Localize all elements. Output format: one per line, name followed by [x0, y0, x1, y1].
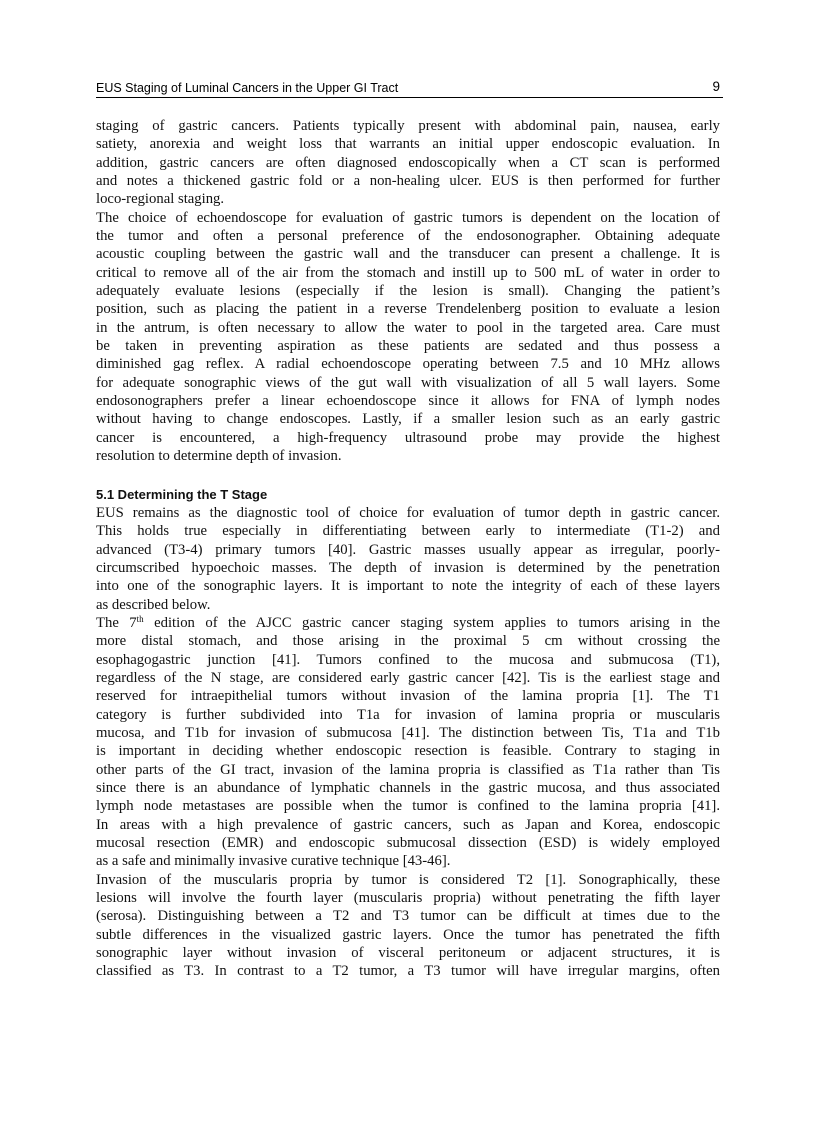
- text-line: mucosa, and T1b for invasion of submucosa [41]. The distinction between Tis, T1a and T1b: [96, 725, 720, 741]
- page-number: 9: [712, 79, 720, 94]
- text-line: and notes a thickened gastric fold or a non-healing ulcer. EUS is then performed for further: [96, 172, 720, 189]
- section-heading: 5.1 Determining the T Stage: [96, 486, 268, 502]
- text-line: satiety, anorexia and weight loss that warrants an initial upper endoscopic evaluation. In: [96, 136, 720, 153]
- text-line: into one of the sonographic layers. It is important to note the integrity of each of these layers: [96, 578, 720, 595]
- running-header: [96, 80, 723, 98]
- text-line: advanced (T3-4) primary tumors [40]. Gastric masses usually appear as irregular, poorly-: [96, 541, 720, 558]
- text-line: reserved for intraepithelial tumors without invasion of the lamina propria [1]. The T1: [96, 688, 720, 705]
- text-line: mucosal resection (EMR) and endoscopic submucosal dissection (ESD) is widely employed: [96, 834, 720, 851]
- text-line: subtle differences in the visualized gastric layers. Once the tumor has penetrated the fifth: [96, 926, 720, 943]
- text-line: since there is an abundance of lymphatic channels in the gastric mucosa, and thus associated: [96, 779, 720, 796]
- text-line: as a safe and minimally invasive curative technique [43-46].: [96, 853, 451, 870]
- text-line: loco-regional staging.: [96, 191, 225, 208]
- paragraph: [96, 209, 720, 466]
- section-text: [96, 504, 720, 981]
- running-header-title: EUS Staging of Luminal Cancers in the Upper GI Tract: [96, 81, 399, 95]
- text-line: regardless of the N stage, are considered early gastric cancer [42]. Tis is the earliest stage and: [96, 670, 720, 687]
- text-span: edition of the AJCC gastric cancer staging system applies to tumors arising in the: [143, 615, 720, 632]
- text-line: in the antrum, is often necessary to allow the water to pool in the targeted area. Care must: [96, 319, 720, 336]
- text-line: addition, gastric cancers are often diagnosed endoscopically when a CT scan is performed: [96, 154, 720, 171]
- text-line: as described below.: [96, 596, 211, 613]
- text-line: The choice of echoendoscope for evaluation of gastric tumors is dependent on the location of: [96, 209, 720, 226]
- page-body: [96, 117, 720, 981]
- text-line: the tumor and often a personal preference of the endosonographer. Obtaining adequate: [96, 227, 720, 244]
- text-line: esophagogastric junction [41]. Tumors confined to the mucosa and submucosa (T1),: [96, 651, 720, 668]
- text-line: [96, 614, 720, 632]
- text-line: critical to remove all of the air from the stomach and instill up to 500 mL of water in order to: [96, 264, 720, 281]
- text-line: without having to change endoscopes. Lastly, if a smaller lesion such as an early gastric: [96, 411, 720, 428]
- text-line: is important in deciding whether endoscopic resection is feasible. Contrary to staging in: [96, 743, 720, 760]
- text-line: circumscribed hypoechoic masses. The depth of invasion is determined by the penetration: [96, 560, 720, 577]
- text-line: Invasion of the muscularis propria by tumor is considered T2 [1]. Sonographically, these: [96, 871, 720, 888]
- text-line: adequately evaluate lesions (especially if the lesion is small). Changing the patient’s: [96, 282, 720, 299]
- superscript: th: [136, 614, 144, 625]
- text-line: In areas with a high prevalence of gastric cancers, such as Japan and Korea, endoscopic: [96, 816, 720, 833]
- text-line: EUS remains as the diagnostic tool of choice for evaluation of tumor depth in gastric cancer.: [96, 505, 720, 522]
- text-line: position, such as placing the patient in a reverse Trendelenberg position to evaluate a lesion: [96, 301, 720, 318]
- text-line: be taken in preventing aspiration as these patients are sedated and thus possess a: [96, 337, 720, 354]
- text-line: cancer is encountered, a high-frequency ultrasound probe may provide the highest: [96, 429, 720, 446]
- text-line: more distal stomach, and those arising in the proximal 5 cm without crossing the: [96, 633, 720, 650]
- text-line: lymph node metastases are possible when the tumor is confined to the lamina propria [41].: [96, 798, 720, 815]
- paragraph: [96, 117, 720, 209]
- text-line: staging of gastric cancers. Patients typically present with abdominal pain, nausea, early: [96, 118, 720, 134]
- text-line: acoustic coupling between the gastric wall and the transducer can present a challenge. It is: [96, 246, 720, 263]
- text-line: other parts of the GI tract, invasion of the lamina propria is classified as T1a rather than Tis: [96, 761, 720, 778]
- text-line: diminished gag reflex. A radial echoendoscope operating between 7.5 and 10 MHz allows: [96, 356, 720, 373]
- text-line: (serosa). Distinguishing between a T2 and T3 tumor can be difficult at times due to the: [96, 908, 720, 925]
- paragraph: [96, 871, 720, 981]
- text-line: endosonographers prefer a linear echoendoscope since it allows for FNA of lymph nodes: [96, 392, 720, 409]
- text-line: for adequate sonographic views of the gut wall with visualization of all 5 wall layers. Some: [96, 374, 720, 391]
- text-span: The 7: [96, 615, 137, 632]
- text-line: resolution to determine depth of invasion.: [96, 447, 342, 464]
- text-line: classified as T3. In contrast to a T2 tumor, a T3 tumor will have irregular margins, often: [96, 963, 720, 980]
- text-line: lesions will involve the fourth layer (muscularis propria) without penetrating the fifth layer: [96, 889, 720, 906]
- paragraph: [96, 614, 720, 871]
- text-line: This holds true especially in differentiating between early to intermediate (T1-2) and: [96, 523, 720, 540]
- intro-text: [96, 117, 720, 465]
- paragraph: [96, 504, 720, 614]
- text-line: sonographic layer without invasion of visceral peritoneum or adjacent structures, it is: [96, 944, 720, 961]
- text-line: category is further subdivided into T1a for invasion of lamina propria or muscularis: [96, 706, 720, 723]
